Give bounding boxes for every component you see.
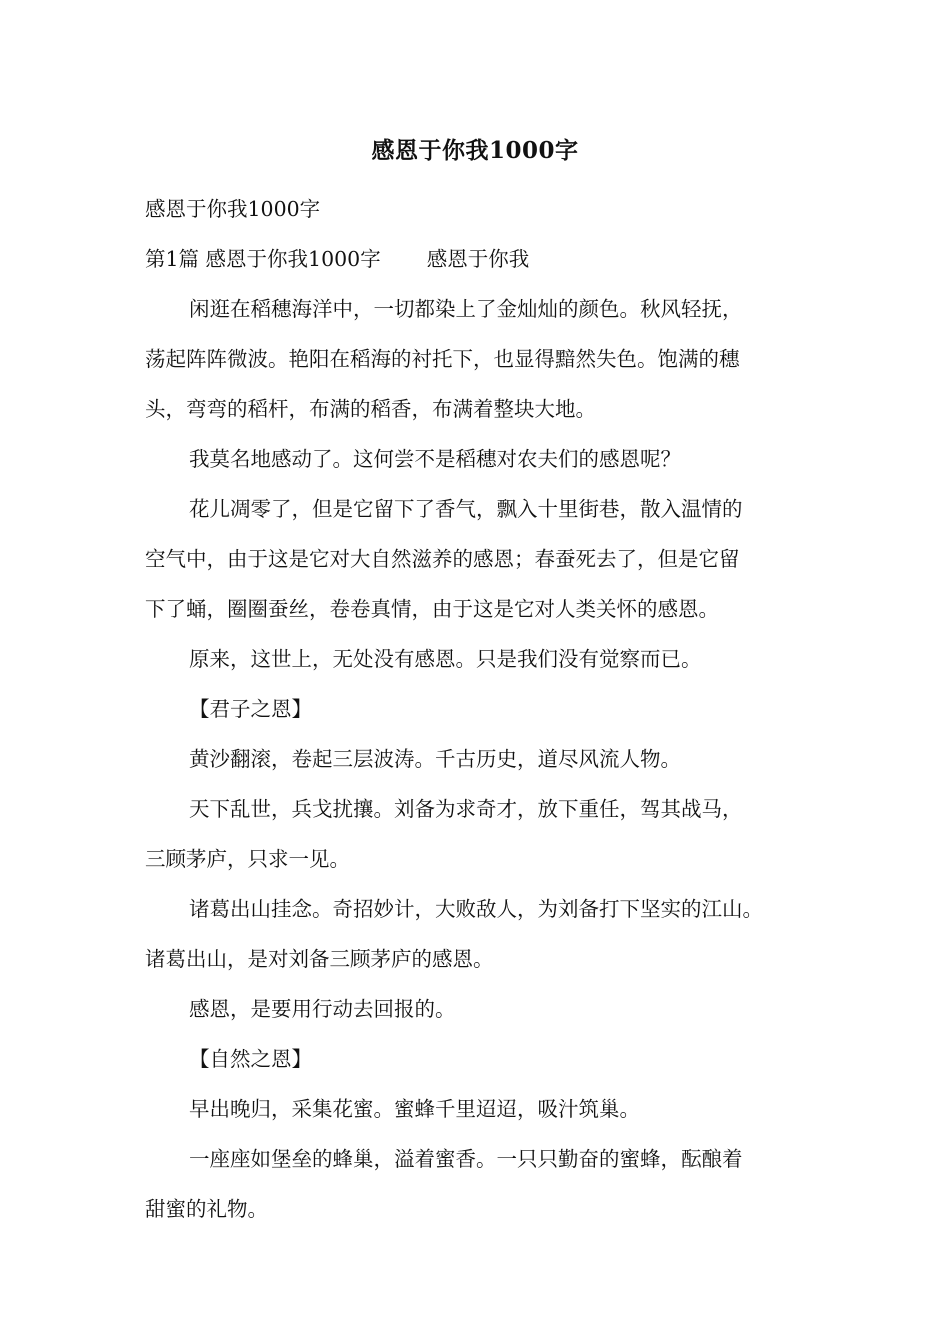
paragraph-line: 头，弯弯的稻杆，布满的稻香，布满着整块大地。	[145, 397, 596, 421]
paragraph-line: 甜蜜的礼物。	[145, 1197, 268, 1221]
paragraph-line: 三顾茅庐，只求一见。	[145, 847, 350, 871]
paragraph-line: 原来，这世上，无处没有感恩。只是我们没有觉察而已。	[189, 647, 702, 671]
paragraph-line: 诸葛出山，是对刘备三顾茅庐的感恩。	[145, 947, 494, 971]
paragraph-line: 荡起阵阵微波。艳阳在稻海的衬托下，也显得黯然失色。饱满的穗	[145, 347, 740, 371]
chapter-subtitle: 感恩于你我	[426, 247, 530, 271]
paragraph-line: 一座座如堡垒的蜂巢，溢着蜜香。一只只勤奋的蜜蜂，酝酿着	[189, 1147, 743, 1171]
paragraph-line: 黄沙翻滚，卷起三层波涛。千古历史，道尽风流人物。	[189, 747, 681, 771]
paragraph-line: 闲逛在稻穗海洋中，一切都染上了金灿灿的颜色。秋风轻抚，	[189, 297, 743, 321]
subtitle-line: 感恩于你我1000字	[145, 197, 321, 221]
paragraph-line: 天下乱世，兵戈扰攘。刘备为求奇才，放下重任，驾其战马，	[189, 797, 743, 821]
paragraph-line: 早出晚归，采集花蜜。蜜蜂千里迢迢，吸汁筑巢。	[189, 1097, 640, 1121]
document-body	[145, 184, 813, 1234]
paragraph-line: 空气中，由于这是它对大自然滋养的感恩；春蚕死去了，但是它留	[145, 547, 740, 571]
section-heading: 【君子之恩】	[189, 697, 312, 721]
paragraph-line: 我莫名地感动了。这何尝不是稻穗对农夫们的感恩呢？	[189, 447, 681, 471]
chapter-heading	[145, 234, 813, 284]
document-title: 感恩于你我1000字	[371, 137, 579, 164]
paragraph-line: 下了蛹，圈圈蚕丝，卷卷真情，由于这是它对人类关怀的感恩。	[145, 597, 719, 621]
section-heading: 【自然之恩】	[189, 1047, 312, 1071]
chapter-label: 第1篇 感恩于你我1000字	[145, 247, 381, 271]
paragraph-line: 花儿凋零了，但是它留下了香气，飘入十里街巷，散入温情的	[189, 497, 743, 521]
paragraph-line: 感恩，是要用行动去回报的。	[189, 997, 456, 1021]
paragraph-line: 诸葛出山挂念。奇招妙计，大败敌人，为刘备打下坚实的江山。	[189, 897, 763, 921]
